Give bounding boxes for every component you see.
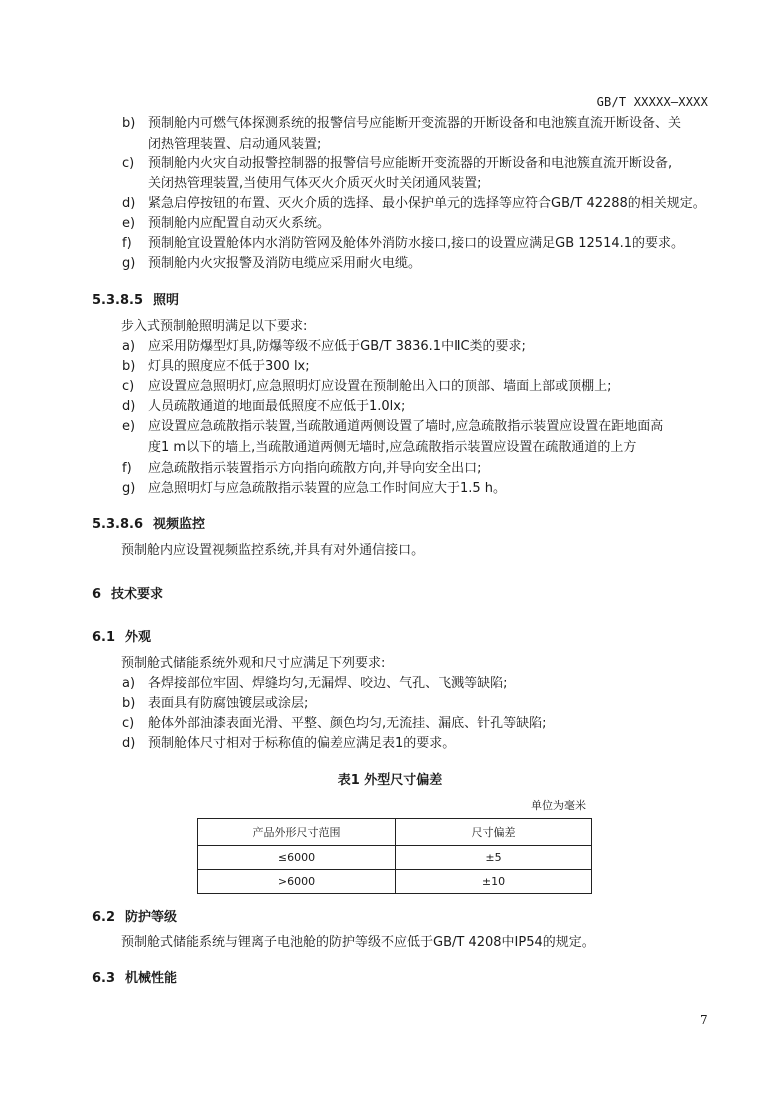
section-heading-6-1: 6.1 外观 [92,630,152,645]
section-heading-5-3-8-5: 5.3.8.5 照明 [92,293,180,308]
section-heading-6-3: 6.3 机械性能 [92,971,178,986]
section-heading-5-3-8-6: 5.3.8.6 视频监控 [92,517,206,532]
section-heading-6-2: 6.2 防护等级 [92,910,178,925]
table-row [198,870,592,894]
document-page: GB/T XXXXX—XXXX b) 预制舱内可燃气体探测系统的报警信号应能断开变流器的开断设备和电池簇直流开断设备、关 闭热管理装置、启动通风装置; c) 预制舱内火灾自动报警控制器的报警信号应能断开变流器的开断设备和电池簇直流开断设备, 关闭热管理装置,当使用气体灭火介质灭火时关闭通风装置; d) 紧急启停按钮的布置、灭火介质的选择、最小保护单元的选择等应符合GB/T 42288的相关规定。 e) 预制舱内应配置自动灭火系统。 f) 预制舱宜设置舱体内水消防管网及舱体外消防水接口,接口的设置应满足GB 12514.1的要求。 g) 预制舱内火灾报警及消防电缆应采用耐火电缆。 5.3.8.5 照明 步入式预制舱照明满足以下要求: a) 应采用防爆型灯具,防爆等级不应低于GB/T 3836.1中ⅡC类的要求; b) 灯具的照度应不低于300 lx; c) 应设置应急照明灯,应急照明灯应设置在预制舱出入口的顶部、墙面上部或顶棚上; d) 人员疏散通道的地面最低照度不应低于1.0lx; e) 应设置应急疏散指示装置,当疏散通道两侧设置了墙时,应急疏散指示装置应设置在距地面高 度1 m以下的墙上,当疏散通道两侧无墙时,应急疏散指示装置应设置在疏散通道的上方 f) 应急疏散指示装置指示方向指向疏散方向,并导向安全出口; g) 应急照明灯与应急疏散指示装置的应急工作时间应大于1.5 h。 5.3.8.6 视频监控 预制舱内应设置视频监控系统,并具有对外通信接口。 6 技术要求 6.1 外观 预制舱式储能系统外观和尺寸应满足下列要求: a) 各焊接部位牢固、焊缝均匀,无漏焊、咬边、气孔、飞溅等缺陷; b) 表面具有防腐蚀镀层或涂层; c) 舱体外部油漆表面光滑、平整、颜色均匀,无流挂、漏底、针孔等缺陷; d) 预制舱体尺寸相对于标称值的偏差应满足表1的要求。 表1 外型尺寸偏差 单位为毫米 产品外形尺寸范围 尺寸偏差 ≤6000 ±5 >6000 ±10 6.2 防护等级 预制舱式储能系统与锂离子电池舱的防护等级不应低于GB/T 4208中IP54的规定。 6.3 机械性能 7 [0,0,780,1103]
table-cell: ±10 [396,870,592,894]
page-number: 7 [700,1013,708,1027]
table-unit-note: 单位为毫米 [531,799,586,812]
section-heading-6: 6 技术要求 [92,587,164,602]
table-cell: ±5 [396,846,592,870]
table-cell: ≤6000 [198,846,396,870]
table-caption: 表1 外型尺寸偏差 [337,773,443,788]
table-row [198,846,592,870]
table-header-row [198,819,592,846]
dimension-deviation-table [197,818,592,894]
table-cell: >6000 [198,870,396,894]
standard-code-header: GB/T XXXXX—XXXX [596,95,708,109]
table-header-cell: 尺寸偏差 [396,819,592,846]
table-header-cell: 产品外形尺寸范围 [198,819,396,846]
